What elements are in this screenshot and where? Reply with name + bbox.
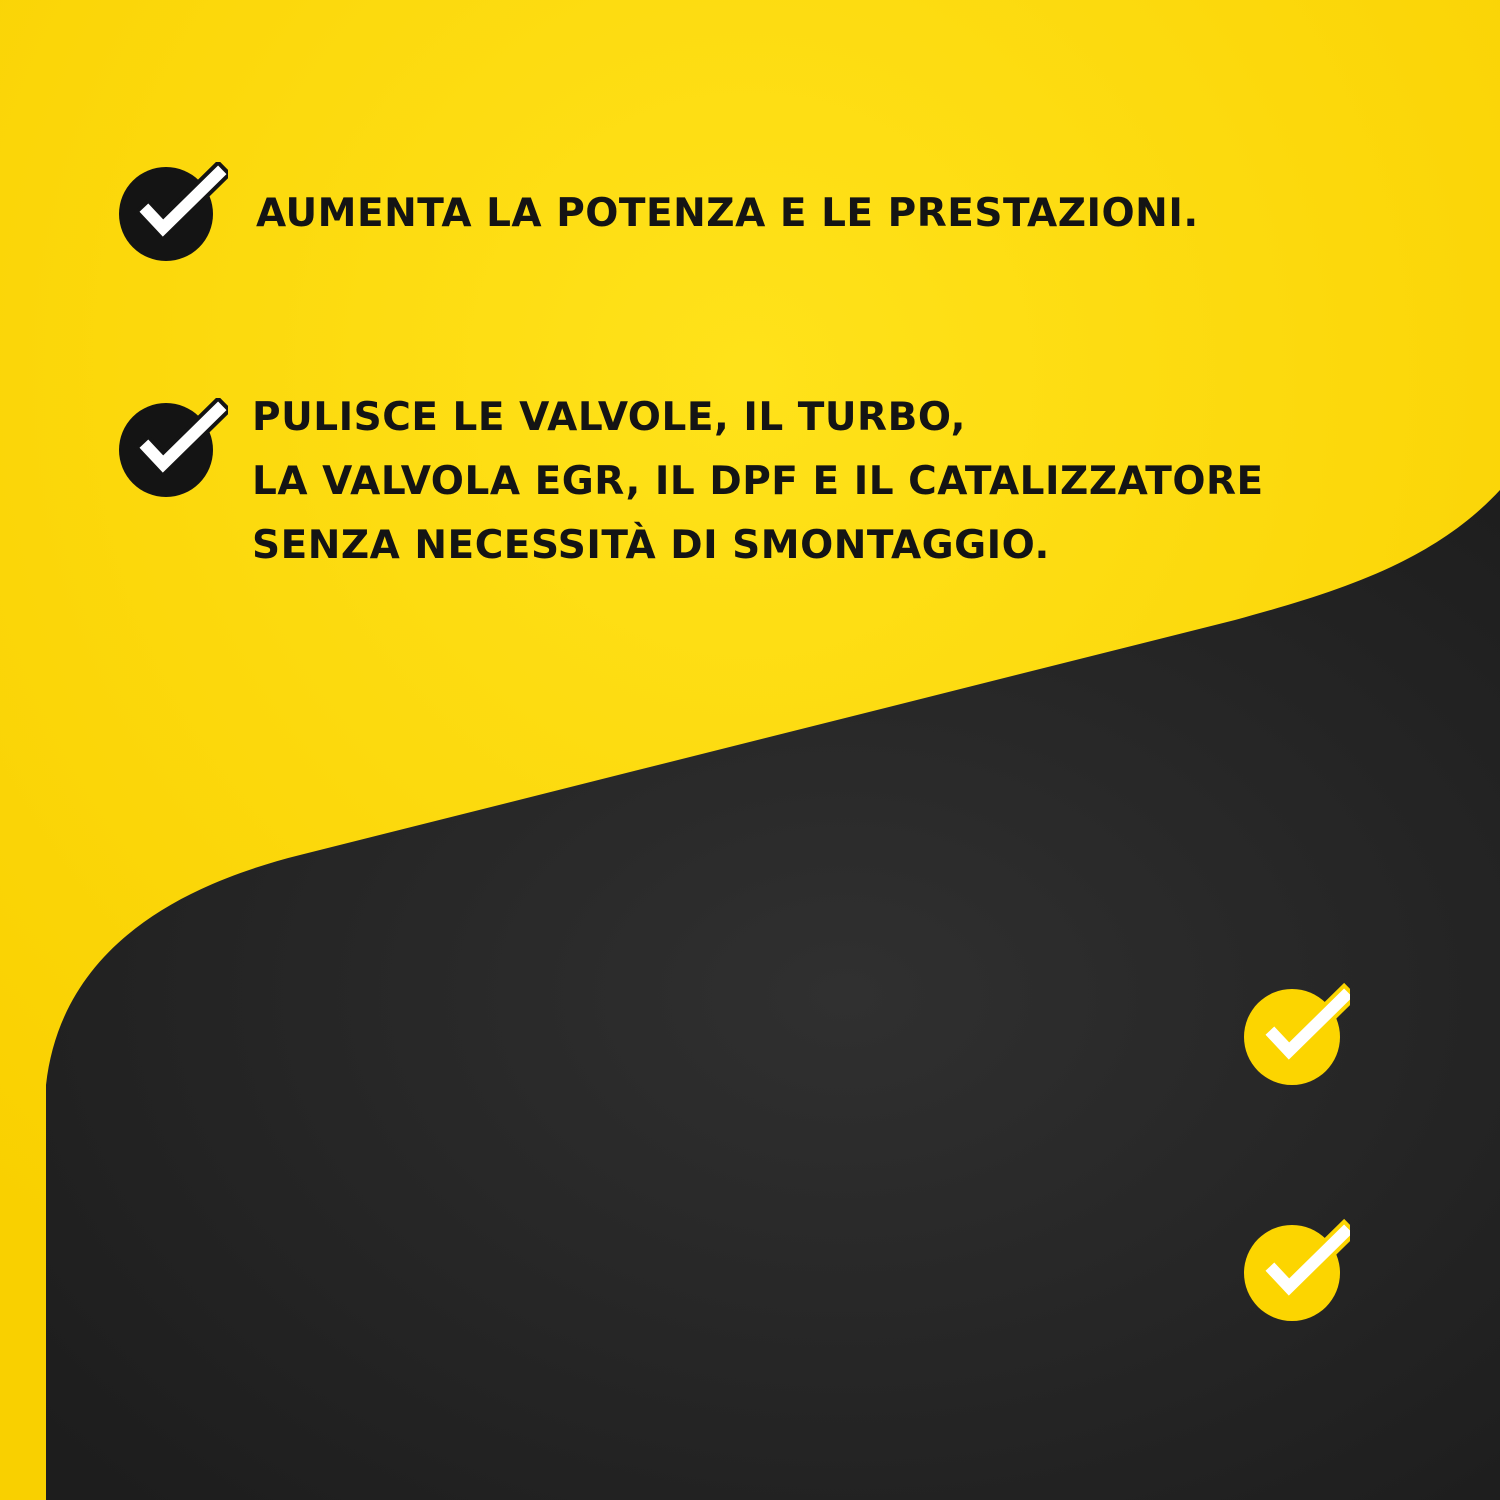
check-circle-icon	[118, 398, 228, 508]
feature-text-line: PULISCE LE VALVOLE, IL TURBO,	[252, 395, 966, 440]
feature-text-line: AUMENTA LA POTENZA E LE PRESTAZIONI.	[256, 191, 1199, 236]
check-circle-icon	[1240, 982, 1350, 1092]
feature-text-line: SENZA NECESSITÀ DI SMONTAGGIO.	[252, 523, 1050, 568]
feature-text-line: LA VALVOLA EGR, IL DPF E IL CATALIZZATORE	[252, 459, 1264, 504]
check-circle-icon	[1240, 1218, 1350, 1328]
check-circle-icon	[118, 162, 228, 272]
